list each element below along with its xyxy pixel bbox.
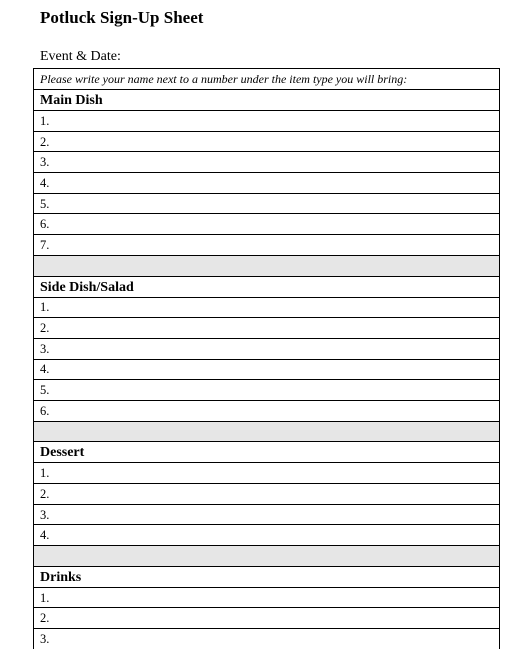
spacer-cell xyxy=(34,255,500,276)
signup-line[interactable] xyxy=(34,173,500,194)
section-header-main-dish xyxy=(34,90,500,111)
spacer-cell xyxy=(34,546,500,567)
signup-line[interactable] xyxy=(34,525,500,546)
section-spacer xyxy=(34,421,500,442)
signup-slot[interactable]: 2. xyxy=(34,318,500,339)
section-header-side-dish-salad xyxy=(34,276,500,297)
signup-slot[interactable]: 3. xyxy=(34,152,500,173)
signup-slot[interactable]: 5. xyxy=(34,380,500,401)
signup-slot[interactable]: 3. xyxy=(34,629,500,649)
section-title: Main Dish xyxy=(34,90,500,111)
signup-line[interactable] xyxy=(34,629,500,649)
instructions-text: Please write your name next to a number under the item type you will bring: xyxy=(34,69,500,90)
section-spacer xyxy=(34,546,500,567)
signup-slot[interactable]: 3. xyxy=(34,338,500,359)
signup-slot[interactable]: 1. xyxy=(34,587,500,608)
signup-slot[interactable]: 1. xyxy=(34,111,500,132)
signup-line[interactable] xyxy=(34,587,500,608)
signup-line[interactable] xyxy=(34,297,500,318)
signup-slot[interactable]: 2. xyxy=(34,608,500,629)
signup-line[interactable] xyxy=(34,318,500,339)
signup-line[interactable] xyxy=(34,111,500,132)
signup-line[interactable] xyxy=(34,400,500,421)
signup-table xyxy=(33,68,500,649)
section-header-dessert xyxy=(34,442,500,463)
signup-line[interactable] xyxy=(34,214,500,235)
signup-line[interactable] xyxy=(34,484,500,505)
signup-slot[interactable]: 2. xyxy=(34,131,500,152)
signup-line[interactable] xyxy=(34,504,500,525)
section-header-drinks xyxy=(34,566,500,587)
signup-slot[interactable]: 4. xyxy=(34,173,500,194)
instructions-row xyxy=(34,69,500,90)
signup-line[interactable] xyxy=(34,380,500,401)
signup-slot[interactable]: 3. xyxy=(34,504,500,525)
signup-slot[interactable]: 4. xyxy=(34,525,500,546)
signup-line[interactable] xyxy=(34,338,500,359)
section-spacer xyxy=(34,255,500,276)
signup-slot[interactable]: 7. xyxy=(34,235,500,256)
signup-line[interactable] xyxy=(34,359,500,380)
signup-line[interactable] xyxy=(34,608,500,629)
signup-slot[interactable]: 5. xyxy=(34,193,500,214)
signup-line[interactable] xyxy=(34,131,500,152)
signup-line[interactable] xyxy=(34,463,500,484)
signup-slot[interactable]: 2. xyxy=(34,484,500,505)
signup-slot[interactable]: 1. xyxy=(34,463,500,484)
signup-line[interactable] xyxy=(34,235,500,256)
page-title: Potluck Sign-Up Sheet xyxy=(40,8,204,27)
signup-slot[interactable]: 4. xyxy=(34,359,500,380)
section-title: Side Dish/Salad xyxy=(34,276,500,297)
signup-line[interactable] xyxy=(34,193,500,214)
signup-slot[interactable]: 6. xyxy=(34,214,500,235)
spacer-cell xyxy=(34,421,500,442)
section-title: Dessert xyxy=(34,442,500,463)
section-title: Drinks xyxy=(34,566,500,587)
signup-line[interactable] xyxy=(34,152,500,173)
event-date-label: Event & Date: xyxy=(40,49,121,64)
signup-slot[interactable]: 6. xyxy=(34,400,500,421)
signup-slot[interactable]: 1. xyxy=(34,297,500,318)
